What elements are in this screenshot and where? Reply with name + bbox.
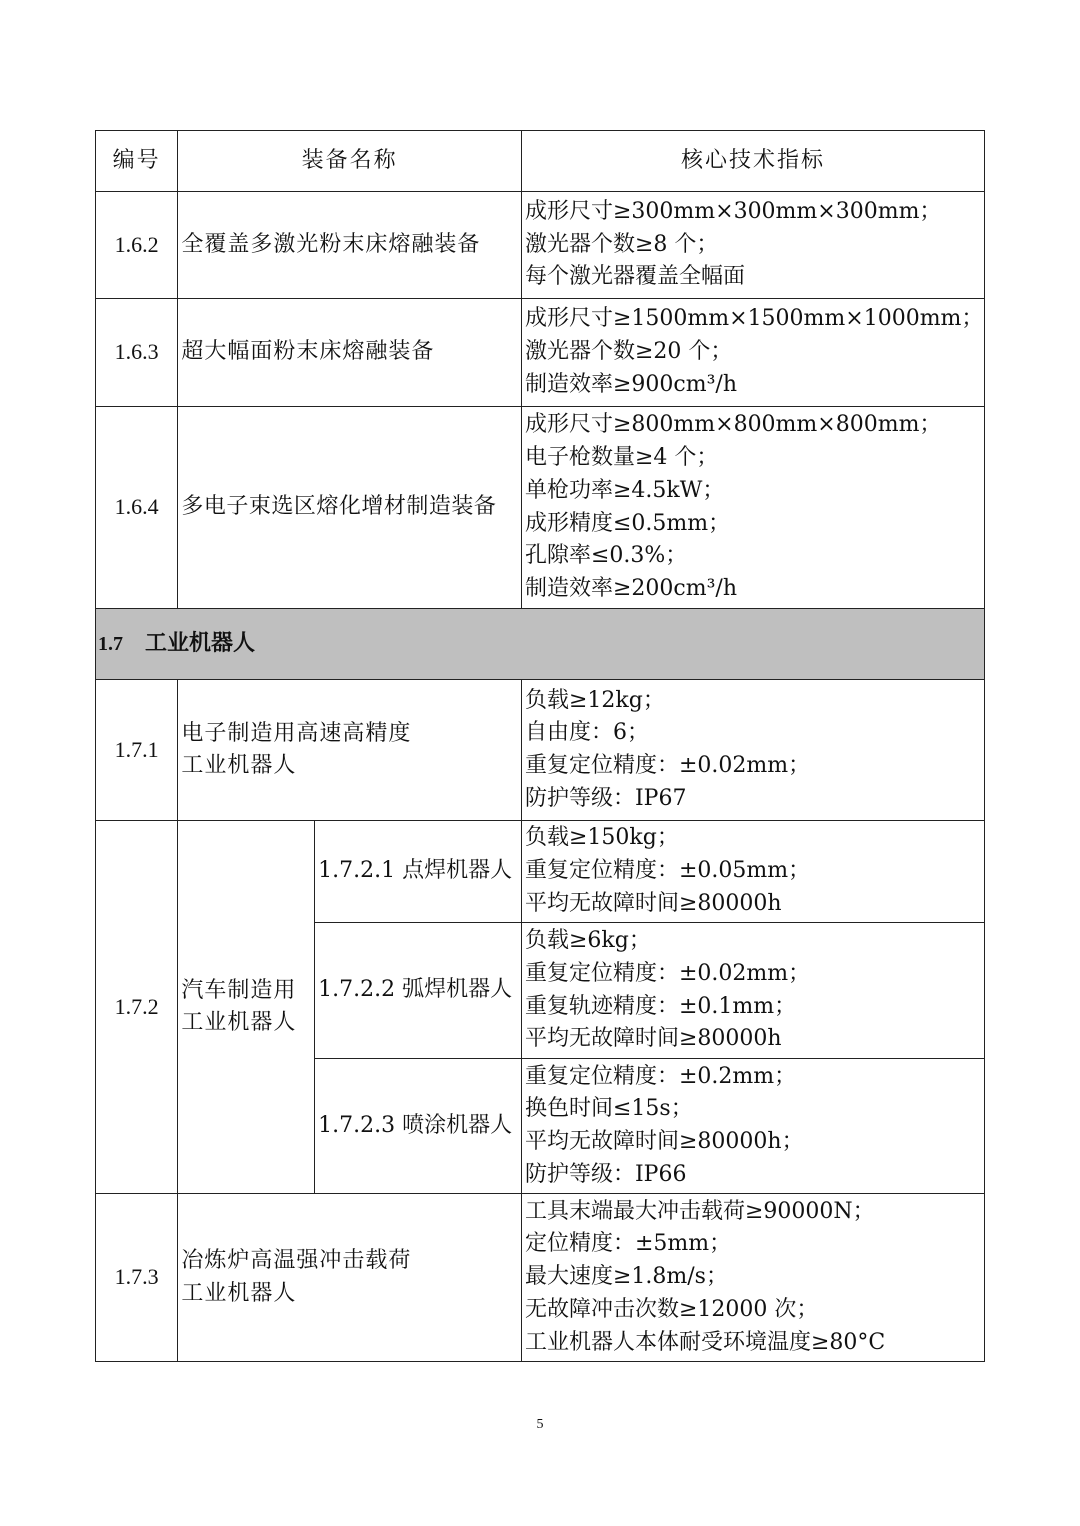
indicator-line: 自由度：6； [524, 720, 649, 746]
indicator-line: 防护等级：IP66 [524, 1161, 687, 1187]
row-number: 1.6.4 [96, 407, 178, 609]
indicator-line: 成形精度≤0.5mm； [524, 510, 731, 536]
table-row [96, 1194, 985, 1362]
indicator-cell [521, 1194, 984, 1362]
table-row [96, 407, 985, 609]
table-row [96, 299, 985, 407]
indicator-cell [521, 680, 984, 821]
indicator-cell [521, 821, 984, 923]
row-number: 1.7.3 [96, 1194, 178, 1362]
header-name: 装备名称 [178, 131, 522, 192]
indicator-line: 成形尺寸≥300mm×300mm×300mm； [524, 198, 942, 224]
equipment-name [178, 680, 522, 821]
indicator-line: 防护等级：IP67 [524, 785, 687, 811]
equipment-name-line: 工业机器人 [181, 1280, 297, 1306]
indicator-line: 换色时间≤15s； [524, 1096, 693, 1122]
table-header-row [96, 131, 985, 192]
indicator-line: 工具末端最大冲击载荷≥90000N； [524, 1198, 875, 1224]
indicator-line: 成形尺寸≥800mm×800mm×800mm； [524, 412, 942, 438]
equipment-name [178, 1194, 522, 1362]
indicator-line: 成形尺寸≥1500mm×1500mm×1000mm； [524, 306, 984, 332]
indicator-line: 平均无故障时间≥80000h [524, 1026, 782, 1052]
sub-equipment-name: 1.7.2.3 喷涂机器人 [315, 1059, 522, 1194]
indicator-line: 制造效率≥900cm³/h [524, 371, 737, 397]
table-row [96, 680, 985, 821]
indicator-line: 孔隙率≤0.3%； [524, 543, 688, 569]
equipment-name-line: 工业机器人 [181, 1010, 297, 1035]
indicator-cell [521, 1059, 984, 1194]
indicator-line: 平均无故障时间≥80000h； [524, 1129, 804, 1154]
equipment-name: 全覆盖多激光粉末床熔融装备 [178, 192, 522, 299]
equipment-name [178, 821, 315, 1194]
indicator-line: 重复定位精度：±0.02mm； [524, 960, 811, 986]
row-number: 1.6.2 [96, 192, 178, 299]
indicator-line: 平均无故障时间≥80000h [524, 890, 782, 916]
section-number: 1.7 [98, 633, 123, 656]
indicator-line: 重复定位精度：±0.05mm； [524, 858, 811, 884]
indicator-line: 电子枪数量≥4 个； [524, 445, 719, 471]
indicator-line: 重复定位精度：±0.02mm； [524, 753, 811, 778]
header-indicators: 核心技术指标 [521, 131, 984, 192]
section-heading [96, 609, 985, 680]
indicator-line: 每个激光器覆盖全幅面 [524, 264, 745, 290]
equipment-name-line: 工业机器人 [181, 753, 297, 778]
indicator-line: 重复轨迹精度：±0.1mm； [524, 993, 797, 1019]
indicator-line: 重复定位精度：±0.2mm； [524, 1063, 797, 1089]
section-title: 工业机器人 [145, 631, 256, 657]
indicator-line: 负载≥12kg； [524, 687, 665, 713]
indicator-line: 负载≥150kg； [524, 825, 679, 851]
sub-equipment-name: 1.7.2.2 弧焊机器人 [315, 923, 522, 1059]
row-number: 1.6.3 [96, 299, 178, 407]
indicator-line: 最大速度≥1.8m/s； [524, 1264, 728, 1290]
indicator-cell [521, 299, 984, 407]
equipment-name-line: 电子制造用高速高精度 [181, 720, 412, 746]
row-number: 1.7.1 [96, 680, 178, 821]
indicator-line: 激光器个数≥8 个； [524, 231, 719, 257]
indicator-line: 工业机器人本体耐受环境温度≥80°C [524, 1329, 886, 1355]
indicator-line: 定位精度：±5mm； [524, 1231, 732, 1257]
equipment-name-line: 汽车制造用 [181, 977, 297, 1003]
indicator-line: 激光器个数≥20 个； [524, 339, 733, 365]
table-row [96, 192, 985, 299]
equipment-name-line: 冶炼炉高温强冲击载荷 [181, 1248, 412, 1273]
equipment-name: 多电子束选区熔化增材制造装备 [178, 407, 522, 609]
table-row [96, 821, 985, 923]
equipment-spec-table [95, 130, 985, 1362]
equipment-name: 超大幅面粉末床熔融装备 [178, 299, 522, 407]
indicator-line: 单枪功率≥4.5kW； [524, 477, 725, 503]
page-number: 5 [536, 1417, 544, 1432]
indicator-cell [521, 923, 984, 1059]
section-row [96, 609, 985, 680]
indicator-line: 制造效率≥200cm³/h [524, 575, 737, 601]
indicator-cell [521, 192, 984, 299]
indicator-line: 负载≥6kg； [524, 928, 651, 954]
indicator-cell [521, 407, 984, 609]
indicator-line: 无故障冲击次数≥12000 次； [524, 1296, 819, 1322]
header-num: 编号 [96, 131, 178, 192]
row-number: 1.7.2 [96, 821, 178, 1194]
sub-equipment-name: 1.7.2.1 点焊机器人 [315, 821, 522, 923]
